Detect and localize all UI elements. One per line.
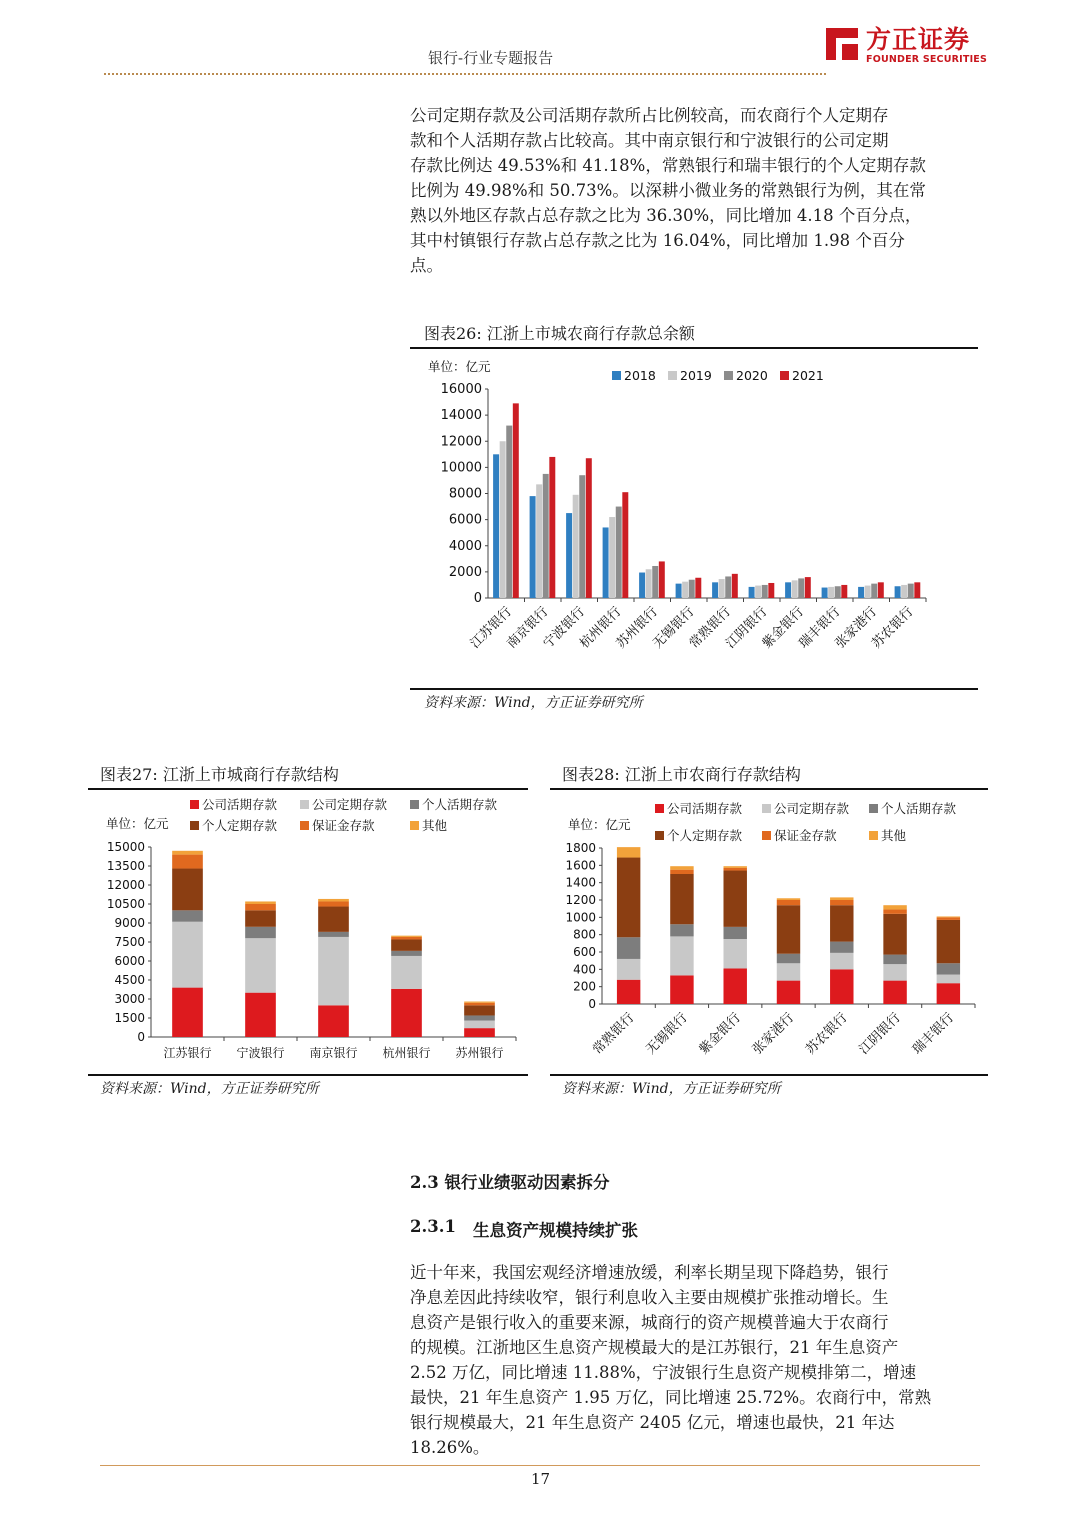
bar-segment	[830, 905, 853, 941]
bar	[549, 457, 555, 598]
x-tick-label: 宁波银行	[540, 604, 589, 652]
legend-label: 2018	[624, 368, 656, 383]
section-heading: 2.3 银行业绩驱动因素拆分	[410, 1173, 610, 1192]
legend-label: 个人定期存款	[667, 828, 743, 843]
fig26-top-rule	[410, 347, 978, 349]
bar	[506, 426, 512, 598]
bar-segment	[391, 937, 422, 940]
bar-segment	[245, 927, 276, 938]
y-tick-label: 12000	[440, 434, 482, 450]
bar-segment	[723, 968, 746, 1004]
intro-line: 其中村镇银行存款占总存款之比为 16.04%，同比增加 1.98 个百分	[410, 231, 905, 250]
bar	[865, 586, 871, 598]
bar-segment	[883, 905, 906, 909]
bar	[493, 454, 499, 598]
bar-segment	[883, 964, 906, 980]
y-tick-label: 7500	[114, 935, 145, 949]
y-tick-label: 200	[573, 979, 596, 994]
bar-segment	[830, 969, 853, 1004]
y-tick-label: 15000	[106, 840, 145, 854]
bar-segment	[617, 937, 640, 959]
intro-line: 点。	[410, 256, 443, 275]
bar	[682, 582, 688, 598]
x-tick-label: 紫金银行	[759, 604, 808, 652]
x-tick-label: 江苏银行	[163, 1046, 212, 1060]
bar-segment	[617, 847, 640, 857]
footer-divider	[100, 1465, 980, 1466]
fig26-title: 图表26: 江浙上市城农商行存款总余额	[424, 324, 695, 343]
bar-segment	[670, 924, 693, 936]
bar-segment	[245, 904, 276, 910]
bar	[768, 583, 774, 598]
bar-segment	[937, 963, 960, 974]
bar-segment	[391, 951, 422, 956]
bar-segment	[830, 953, 853, 969]
y-tick-label: 0	[588, 997, 596, 1011]
y-tick-label: 14000	[440, 408, 482, 424]
bar	[603, 527, 609, 598]
y-tick-label: 12000	[106, 878, 145, 892]
y-tick-label: 3000	[114, 992, 145, 1006]
body-line: 净息差因此持续收窄，银行利息收入主要由规模扩张推动增长。生	[410, 1288, 889, 1307]
bar-segment	[617, 959, 640, 980]
body-line: 息资产是银行收入的重要来源，城商行的资产规模普遍大于农商行	[410, 1313, 889, 1332]
legend-swatch	[655, 804, 664, 813]
bar-segment	[670, 874, 693, 924]
y-tick-label: 4500	[114, 973, 145, 987]
unit-label: 单位：亿元	[106, 816, 169, 831]
fig27-top-rule	[88, 788, 528, 790]
body-line: 18.26%。	[410, 1438, 490, 1457]
bar	[566, 513, 572, 598]
body-line: 近十年来，我国宏观经济增速放缓，利率长期呈现下降趋势，银行	[410, 1263, 889, 1282]
fig26-chart	[410, 350, 980, 685]
bar	[828, 587, 834, 598]
bar-segment	[777, 981, 800, 1004]
fig27-bottom-rule	[88, 1074, 528, 1076]
legend-label: 公司活期存款	[667, 801, 743, 816]
x-tick-label: 杭州银行	[382, 1046, 431, 1060]
body-line: 银行规模最大，21 年生息资产 2405 亿元，增速也最快，21 年达	[410, 1413, 895, 1432]
legend-swatch	[612, 371, 621, 380]
fig28-source: 资料来源：Wind，方正证券研究所	[562, 1081, 781, 1097]
y-tick-label: 6000	[448, 512, 482, 528]
fig26-bottom-rule	[410, 688, 978, 690]
bar	[798, 578, 804, 598]
bar	[805, 577, 811, 598]
x-tick-label: 南京银行	[309, 1046, 358, 1060]
bar	[609, 517, 615, 598]
bar-segment	[670, 975, 693, 1004]
bar	[579, 475, 585, 598]
bar-segment	[883, 910, 906, 914]
bar-segment	[777, 905, 800, 954]
intro-line: 款和个人活期存款占比较高。其中南京银行和宁波银行的公司定期	[410, 131, 889, 150]
bar	[646, 569, 652, 598]
bar-segment	[391, 956, 422, 989]
fig28-title: 图表28: 江浙上市农商行存款结构	[562, 765, 801, 784]
x-tick-label: 江阴银行	[856, 1010, 904, 1058]
bar	[755, 586, 761, 598]
bar-segment	[883, 955, 906, 965]
bar	[908, 584, 914, 598]
body-line: 的规模。江浙地区生息资产规模最大的是江苏银行，21 年生息资产	[410, 1338, 899, 1357]
intro-line: 存款比例达 49.53%和 41.18%，常熟银行和瑞丰银行的个人定期存款	[410, 156, 926, 175]
x-tick-label: 苏农银行	[803, 1010, 851, 1058]
bar-segment	[172, 988, 203, 1037]
x-tick-label: 张家港行	[749, 1010, 798, 1058]
legend-label: 个人活期存款	[881, 801, 957, 816]
bar-segment	[937, 975, 960, 984]
fig27-source: 资料来源：Wind，方正证券研究所	[100, 1081, 319, 1097]
x-tick-label: 无锡银行	[643, 1010, 691, 1058]
bar	[712, 582, 718, 598]
legend-label: 保证金存款	[312, 818, 375, 833]
bar-segment	[391, 936, 422, 937]
intro-line: 熟以外地区存款占总存款之比为 36.30%，同比增加 4.18 个百分点，	[410, 206, 922, 225]
fig27-chart	[88, 791, 530, 1073]
bar-segment	[937, 916, 960, 917]
bar-segment	[777, 954, 800, 964]
y-tick-label: 600	[573, 945, 596, 959]
subsection-heading: 生息资产规模持续扩张	[473, 1221, 638, 1240]
legend-swatch	[655, 831, 664, 840]
legend-swatch	[300, 821, 309, 830]
x-tick-label: 江苏银行	[467, 604, 516, 652]
bar-segment	[318, 1005, 349, 1037]
x-tick-label: 南京银行	[504, 604, 552, 652]
legend-swatch	[762, 831, 771, 840]
bar	[822, 588, 828, 598]
x-tick-label: 杭州银行	[577, 604, 625, 652]
bar-segment	[723, 939, 746, 968]
subsection-number: 2.3.1	[410, 1217, 456, 1236]
bar	[719, 579, 725, 598]
bar-segment	[464, 1021, 495, 1029]
fig27-title: 图表27: 江浙上市城商行存款结构	[100, 765, 339, 784]
x-tick-label: 常熟银行	[590, 1010, 638, 1058]
y-tick-label: 0	[137, 1030, 145, 1044]
y-tick-label: 1800	[565, 841, 596, 855]
body-line: 2.52 万亿，同比增速 11.88%，宁波银行生息资产规模排第二，增速	[410, 1363, 917, 1382]
bar	[901, 585, 907, 598]
legend-label: 公司定期存款	[312, 797, 388, 812]
bar-segment	[245, 910, 276, 926]
bar	[689, 580, 695, 598]
fig26-source: 资料来源：Wind，方正证券研究所	[424, 695, 643, 711]
bar	[732, 574, 738, 598]
bar-segment	[670, 870, 693, 874]
bar-segment	[464, 1015, 495, 1020]
y-tick-label: 1500	[114, 1011, 145, 1025]
bar	[586, 458, 592, 598]
bar	[762, 585, 768, 598]
legend-label: 个人定期存款	[202, 818, 278, 833]
bar-segment	[937, 917, 960, 920]
x-tick-label: 紫金银行	[696, 1010, 745, 1058]
legend-swatch	[300, 800, 309, 809]
bar-segment	[245, 901, 276, 904]
bar	[695, 578, 701, 598]
bar-segment	[318, 899, 349, 902]
bar	[871, 584, 877, 598]
x-tick-label: 江阴银行	[723, 604, 771, 652]
bar-segment	[723, 866, 746, 868]
bar-segment	[391, 989, 422, 1037]
y-tick-label: 1000	[565, 910, 596, 925]
bar-segment	[464, 1028, 495, 1037]
bar-segment	[318, 937, 349, 1005]
bar-segment	[245, 938, 276, 992]
bar-segment	[464, 1005, 495, 1015]
y-tick-label: 1600	[565, 858, 596, 873]
bar-segment	[617, 858, 640, 938]
intro-line: 公司定期存款及公司活期存款所占比例较高，而农商行个人定期存	[410, 106, 889, 125]
legend-swatch	[668, 371, 677, 380]
logo-text-en: FOUNDER SECURITIES	[866, 54, 988, 65]
legend-label: 2021	[792, 368, 824, 383]
x-tick-label: 张家港行	[832, 604, 881, 652]
x-tick-label: 宁波银行	[236, 1046, 285, 1060]
legend-swatch	[724, 371, 733, 380]
bar	[725, 576, 731, 598]
bar-segment	[937, 983, 960, 1004]
y-tick-label: 0	[473, 591, 482, 606]
y-tick-label: 1400	[565, 875, 596, 890]
bar	[536, 484, 542, 598]
bar-segment	[723, 868, 746, 871]
x-tick-label: 苏州银行	[455, 1046, 504, 1060]
body-line: 最快，21 年生息资产 1.95 万亿，同比增速 25.72%。农商行中，常熟	[410, 1388, 932, 1407]
bar-segment	[391, 939, 422, 950]
bar	[841, 585, 847, 598]
bar	[530, 496, 536, 598]
bar	[513, 403, 519, 598]
bar	[858, 587, 864, 598]
bar-segment	[617, 980, 640, 1004]
page-number: 17	[531, 1470, 551, 1488]
bar	[616, 507, 622, 598]
bar	[500, 441, 506, 598]
y-tick-label: 2000	[448, 564, 482, 580]
bar	[792, 580, 798, 598]
bar-segment	[318, 907, 349, 932]
bar-segment	[883, 981, 906, 1004]
bar-segment	[830, 942, 853, 953]
report-header-title: 银行-行业专题报告	[428, 49, 554, 67]
bar-segment	[172, 851, 203, 855]
unit-label: 单位：亿元	[428, 359, 491, 374]
bar-segment	[777, 898, 800, 900]
bar	[639, 573, 645, 598]
bar-segment	[172, 869, 203, 911]
unit-label: 单位：亿元	[568, 817, 631, 832]
bar-segment	[172, 855, 203, 869]
legend-label: 公司定期存款	[774, 801, 850, 816]
legend-label: 其他	[422, 818, 448, 833]
bar-segment	[172, 910, 203, 921]
bar	[895, 586, 901, 598]
bar	[622, 492, 628, 598]
fig28-chart	[550, 791, 990, 1073]
bar	[573, 495, 579, 598]
bar	[914, 582, 920, 598]
legend-label: 保证金存款	[774, 828, 837, 843]
bar	[785, 582, 791, 598]
bar-segment	[464, 1002, 495, 1003]
y-tick-label: 1200	[565, 893, 596, 907]
legend-label: 2020	[736, 368, 768, 383]
legend-label: 2019	[680, 368, 712, 383]
legend-swatch	[190, 821, 199, 830]
y-tick-label: 800	[573, 927, 596, 942]
legend-swatch	[762, 804, 771, 813]
fig28-top-rule	[550, 788, 988, 790]
bar-segment	[318, 932, 349, 937]
bar	[543, 474, 549, 598]
legend-label: 公司活期存款	[202, 797, 278, 812]
y-tick-label: 8000	[448, 486, 482, 502]
bar-segment	[318, 901, 349, 906]
y-tick-label: 13500	[106, 859, 145, 873]
legend-label: 个人活期存款	[422, 797, 498, 812]
y-tick-label: 10500	[106, 897, 145, 911]
x-tick-label: 瑞丰银行	[796, 604, 844, 652]
bar-segment	[670, 936, 693, 975]
x-tick-label: 苏州银行	[613, 604, 662, 652]
x-tick-label: 无锡银行	[650, 604, 698, 652]
header-divider	[104, 73, 826, 75]
bar	[878, 582, 884, 598]
x-tick-label: 瑞丰银行	[909, 1010, 958, 1058]
founder-securities-logo	[820, 22, 988, 70]
bar-segment	[830, 900, 853, 905]
y-tick-label: 16000	[440, 382, 482, 397]
bar-segment	[723, 927, 746, 939]
bar	[676, 584, 682, 598]
y-tick-label: 400	[573, 962, 596, 977]
x-tick-label: 常熟银行	[686, 604, 735, 652]
legend-swatch	[410, 821, 419, 830]
y-tick-label: 4000	[448, 538, 482, 554]
legend-label: 其他	[881, 828, 907, 843]
x-tick-label: 苏农银行	[869, 604, 917, 652]
bar-segment	[777, 963, 800, 980]
bar-segment	[464, 1003, 495, 1006]
logo-text-cn: 方正证券	[866, 25, 971, 54]
bar-segment	[883, 914, 906, 955]
bar-segment	[245, 993, 276, 1037]
y-tick-label: 6000	[114, 954, 145, 968]
bar	[659, 561, 665, 598]
bar	[749, 587, 755, 598]
y-tick-label: 10000	[440, 460, 482, 476]
intro-line: 比例为 49.98%和 50.73%。以深耕小微业务的常熟银行为例，其在常	[410, 181, 926, 200]
bar	[652, 566, 658, 598]
legend-swatch	[780, 371, 789, 380]
bar-segment	[777, 900, 800, 905]
legend-swatch	[869, 804, 878, 813]
bar-segment	[172, 922, 203, 988]
fig28-bottom-rule	[550, 1074, 988, 1076]
legend-swatch	[410, 800, 419, 809]
legend-swatch	[869, 831, 878, 840]
bar-segment	[670, 866, 693, 869]
bar-segment	[937, 920, 960, 963]
logo-mark-icon	[820, 22, 864, 66]
bar-segment	[723, 871, 746, 927]
legend-swatch	[190, 800, 199, 809]
bar	[835, 586, 841, 598]
y-tick-label: 9000	[114, 916, 145, 930]
bar-segment	[830, 897, 853, 900]
